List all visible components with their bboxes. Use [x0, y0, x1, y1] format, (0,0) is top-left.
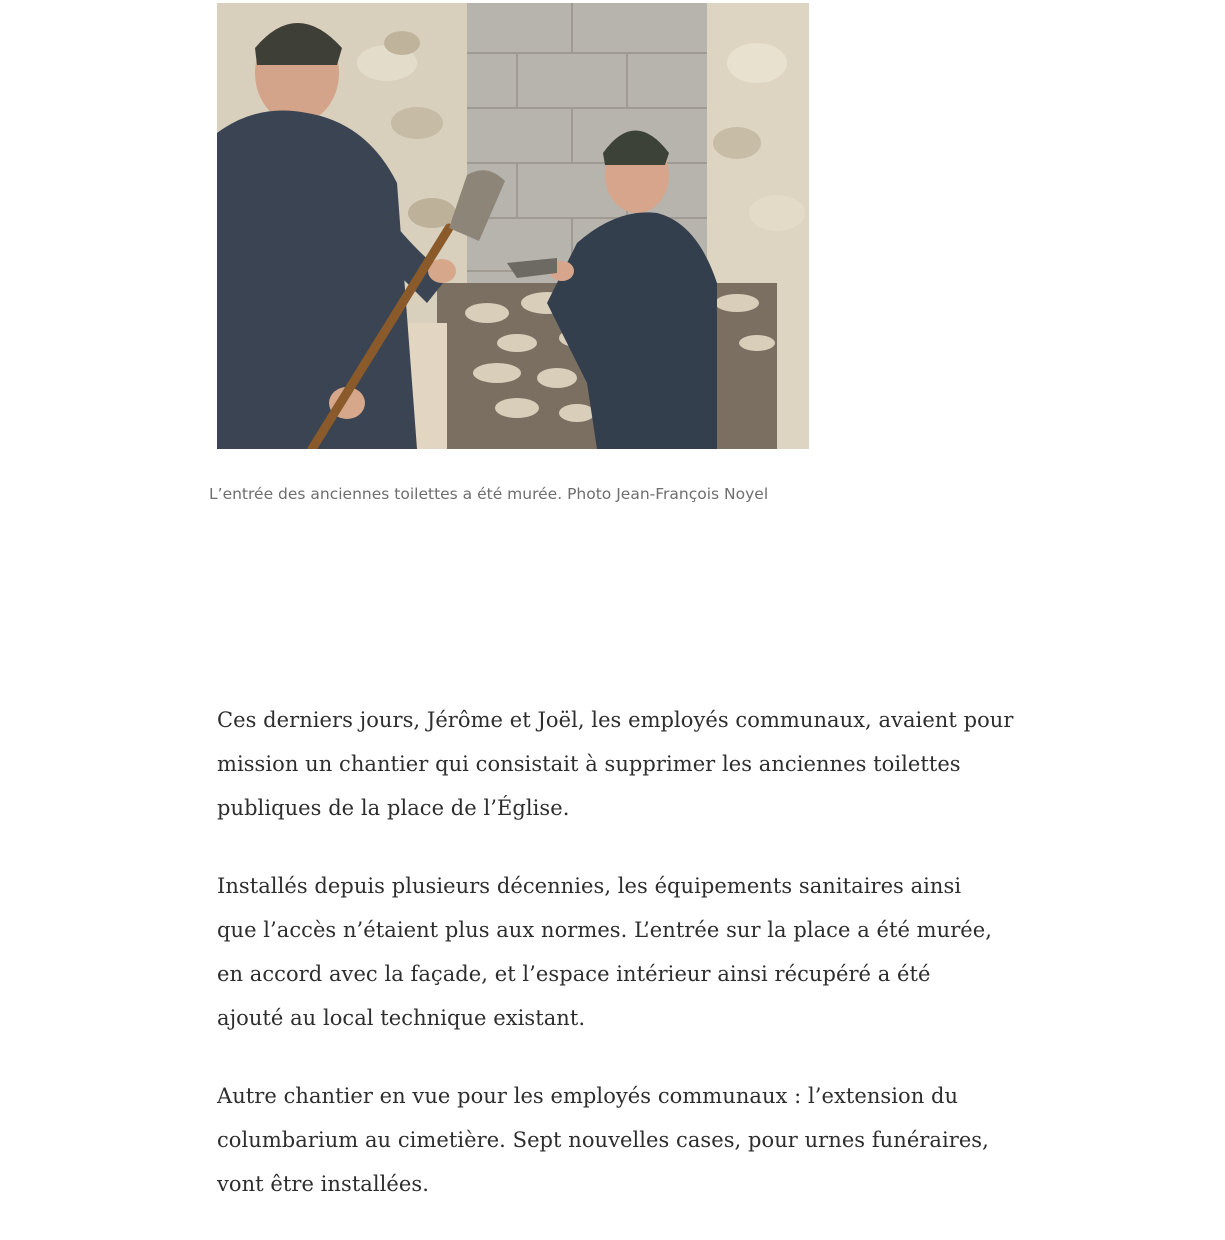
article-body [217, 698, 1037, 1240]
photo-caption: L’entrée des anciennes toilettes a été murée. Photo Jean-François Noyel [209, 485, 769, 503]
article-paragraph: Installés depuis plusieurs décennies, les équipements sanitaires ainsi que l’accès n’étaient plus aux normes. L’entrée sur la place a été murée, en accord avec la façade, et l’espace intérieur ainsi récupéré a été ajouté au local technique existant. [217, 874, 992, 1030]
article-paragraph: Autre chantier en vue pour les employés communaux : l’extension du columbarium au cimetière. Sept nouvelles cases, pour urnes funéraires, vont être installées. [217, 1084, 989, 1196]
article-paragraph: Ces derniers jours, Jérôme et Joël, les employés communaux, avaient pour mission un chantier qui consistait à supprimer les anciennes toilettes publiques de la place de l’Église. [217, 708, 1014, 820]
photo-workers-walling-entrance [217, 3, 809, 449]
article-photo[interactable] [217, 3, 809, 449]
